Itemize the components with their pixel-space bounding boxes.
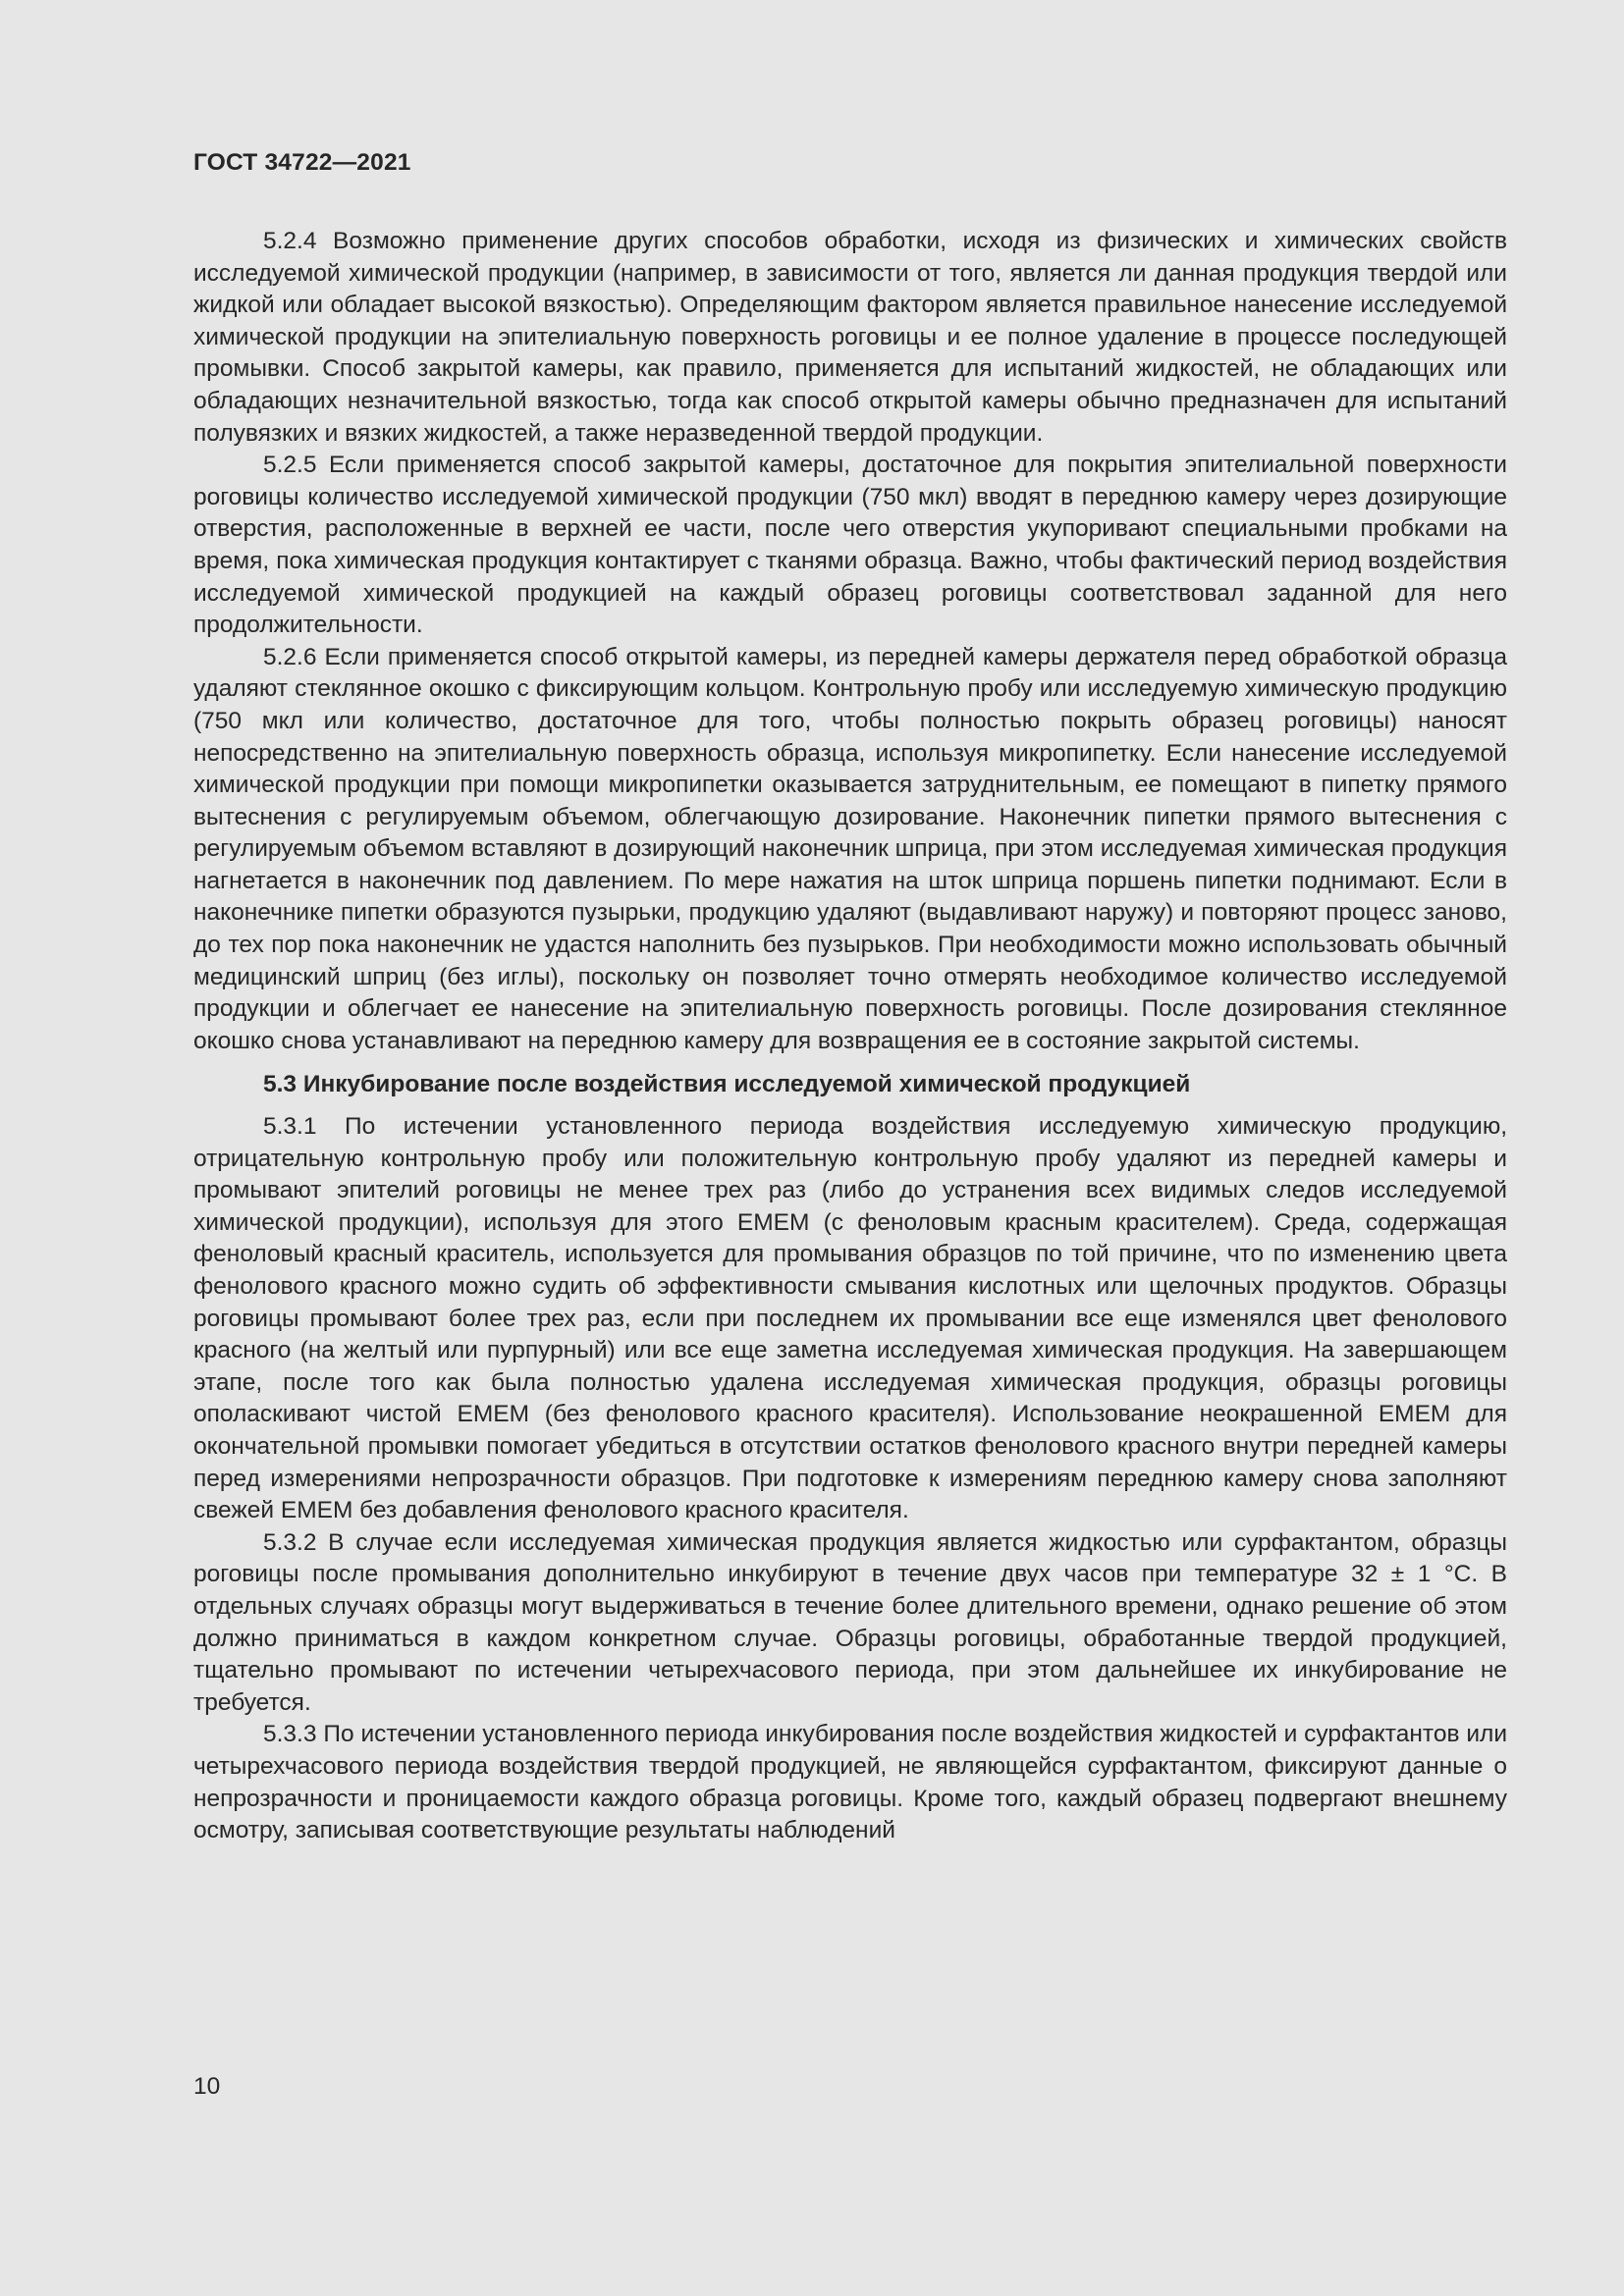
document-header: ГОСТ 34722—2021 — [193, 149, 411, 176]
page-number: 10 — [193, 2073, 221, 2100]
document-body — [193, 226, 1507, 1847]
paragraph-5-2-4: 5.2.4 Возможно применение других способов обработки, исходя из физических и химических свойств исследуемой химической продукции (например, в зависимости от того, является ли данная продукция твердой или жидкой или обладает высокой вязкостью). Определяющим фактором является правильное нанесение исследуемой химической продукции на эпителиальную поверхность роговицы и ее полное удаление в процессе последующей промывки. Способ закрытой камеры, как правило, применяется для испытаний жидкостей, не обладающих или обладающих незначительной вязкостью, тогда как способ открытой камеры обычно предназначен для испытаний полувязких и вязких жидкостей, а также неразведенной твердой продукции. — [193, 228, 1507, 447]
paragraph-5-2-6: 5.2.6 Если применяется способ открытой камеры, из передней камеры держателя перед обработкой образца удаляют стеклянное окошко с фиксирующим кольцом. Контрольную пробу или исследуемую химическую продукцию (750 мкл или количество, достаточное для того, чтобы полностью покрыть образец роговицы) наносят непосредственно на эпителиальную поверхность образца, используя микропипетку. Если нанесение исследуемой химической продукции при помощи микропипетки оказывается затруднительным, ее помещают в пипетку прямого вытеснения с регулируемым объемом, облегчающую дозирование. Наконечник пипетки прямого вытеснения с регулируемым объемом вставляют в дозирующий наконечник шприца, при этом исследуемая химическая продукция нагнетается в наконечник под давлением. По мере нажатия на шток шприца поршень пипетки поднимают. Если в наконечнике пипетки образуются пузырьки, продукцию удаляют (выдавливают наружу) и повторяют процесс заново, до тех пор пока наконечник не удастся наполнить без пузырьков. При необходимости можно использовать обычный медицинский шприц (без иглы), поскольку он позволяет точно отмерять необходимое количество исследуемой продукции и облегчает ее нанесение на эпителиальную поверхность роговицы. После дозирования стеклянное окошко снова устанавливают на переднюю камеру для возвращения ее в состояние закрытой системы. — [193, 643, 1507, 1054]
paragraph-5-3-1: 5.3.1 По истечении установленного периода воздействия исследуемую химическую продукцию, отрицательную контрольную пробу или положительную контрольную пробу удаляют из передней камеры и промывают эпителий роговицы не менее трех раз (либо до устранения всех видимых следов исследуемой химической продукции), используя для этого ЕМЕМ (с феноловым красным красителем). Среда, содержащая феноловый красный краситель, используется для промывания образцов по той причине, что по изменению цвета фенолового красного можно судить об эффективности смывания кислотных или щелочных продуктов. Образцы роговицы промывают более трех раз, если при последнем их промывании все еще изменялся цвет фенолового красного (на желтый или пурпурный) или все еще заметна исследуемая химическая продукция. На завершающем этапе, после того как была полностью удалена исследуемая химическая продукция, образцы роговицы ополаскивают чистой ЕМЕМ (без фенолового красного красителя). Использование неокрашенной ЕМЕМ для окончательной промывки помогает убедиться в отсутствии остатков фенолового красного внутри передней камеры перед измерениями непрозрачности образцов. При подготовке к измерениям переднюю камеру снова заполняют свежей ЕМЕМ без добавления фенолового красного красителя. — [193, 1113, 1507, 1524]
section-heading-5-3: 5.3 Инкубирование после воздействия исследуемой химической продукцией — [263, 1071, 1191, 1098]
paragraph-5-3-2: 5.3.2 В случае если исследуемая химическая продукция является жидкостью или сурфактантом, образцы роговицы после промывания дополнительно инкубируют в течение двух часов при температуре 32 ± 1 °С. В отдельных случаях образцы могут выдерживаться в течение более длительного времени, однако решение об этом должно приниматься в каждом конкретном случае. Образцы роговицы, обработанные твердой продукцией, тщательно промывают по истечении четырехчасового периода, при этом дальнейшее их инкубирование не требуется. — [193, 1528, 1507, 1716]
paragraph-5-3-3: 5.3.3 По истечении установленного периода инкубирования после воздействия жидкостей и сурфактантов или четырехчасового периода воздействия твердой продукцией, не являющейся сурфактантом, фиксируют данные о непрозрачности и проницаемости каждого образца роговицы. Кроме того, каждый образец подвергают внешнему осмотру, записывая соответствующие результаты наблюдений — [193, 1721, 1507, 1844]
paragraph-5-2-5: 5.2.5 Если применяется способ закрытой камеры, достаточное для покрытия эпителиальной поверхности роговицы количество исследуемой химической продукции (750 мкл) вводят в переднюю камеру через дозирующие отверстия, расположенные в верхней ее части, после чего отверстия укупоривают специальными пробками на время, пока химическая продукция контактирует с тканями образца. Важно, чтобы фактический период воздействия исследуемой химической продукцией на каждый образец роговицы соответствовал заданной для него продолжительности. — [193, 452, 1507, 639]
